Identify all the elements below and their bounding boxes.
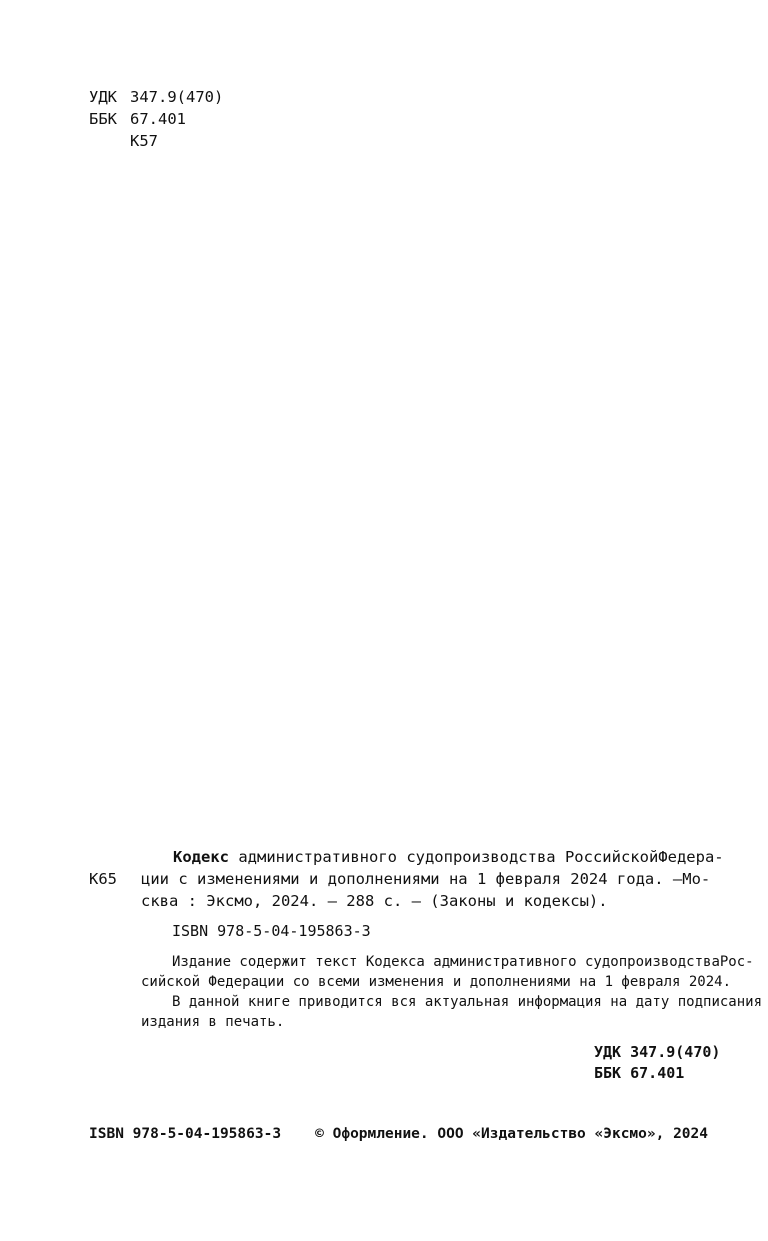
classification-block-bottom	[594, 1042, 720, 1084]
bbk-value: 67.401	[130, 110, 186, 128]
annotation-p2-line-2: издания в печать.	[141, 1014, 285, 1030]
footer-isbn: ISBN 978-5-04-195863-3	[89, 1126, 282, 1142]
author-sign: К65	[89, 870, 117, 888]
bibliographic-record	[141, 846, 724, 912]
annotation-p1-line-1	[141, 952, 754, 972]
biblio-line-2	[141, 868, 711, 890]
footer-copyright: © Оформление. ООО «Издательство «Эксмо», 2024	[315, 1126, 708, 1142]
biblio-line-2-end: Мо-	[682, 870, 711, 888]
biblio-line-1-start	[173, 846, 658, 868]
annotation-p1-line-2: сийской Федерации со всеми изменения и дополнениями на 1 февраля 2024.	[141, 974, 732, 990]
bbk-bottom: ББК 67.401	[594, 1064, 685, 1082]
annotation-p1-line-1-start: Издание содержит текст Кодекса административного судопроизводства	[172, 954, 720, 970]
bbk-row	[89, 108, 223, 130]
biblio-line-1	[141, 846, 724, 868]
classification-block-top	[89, 86, 223, 152]
author-mark-label	[89, 130, 130, 152]
author-mark-row	[89, 130, 223, 152]
udk-bottom: УДК 347.9(470)	[594, 1043, 721, 1061]
annotation-p1-line-1-end: Рос-	[719, 954, 754, 970]
udk-label: УДК	[89, 88, 117, 106]
biblio-line-3: сква : Эксмо, 2024. — 288 с. — (Законы и кодексы).	[141, 892, 608, 910]
udk-row	[89, 86, 223, 108]
biblio-line-1-text: административного судопроизводства Российской	[238, 848, 659, 866]
udk-value: 347.9(470)	[130, 88, 224, 106]
biblio-line-1-end: Федера-	[658, 848, 724, 866]
bbk-label: ББК	[89, 110, 117, 128]
biblio-title: Кодекс	[173, 848, 229, 866]
annotation-p2-line-1: В данной книге приводится вся актуальная информация на дату подписания	[172, 994, 763, 1010]
biblio-line-2-start: ции с изменениями и дополнениями на 1 февраля 2024 года. —	[141, 870, 683, 888]
annotation	[141, 952, 763, 1032]
author-mark-value: К57	[130, 132, 158, 150]
isbn-inner: ISBN 978-5-04-195863-3	[172, 922, 371, 940]
